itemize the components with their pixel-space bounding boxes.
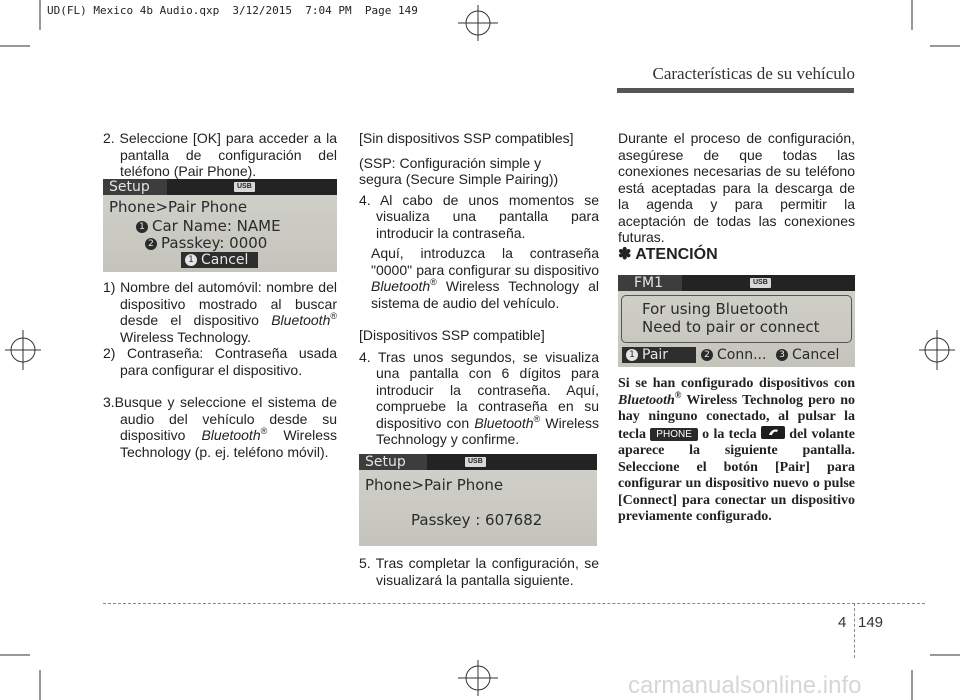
connect-screen	[618, 275, 855, 367]
pair-label: Pair	[642, 347, 669, 363]
cancel-label: Cancel	[201, 252, 249, 268]
registered-mark: ®	[330, 311, 338, 321]
number-1-icon: 1	[136, 221, 148, 233]
setup-tab: Setup	[109, 179, 150, 195]
cancel-label: Cancel	[792, 347, 840, 363]
bluetooth-brand: Bluetooth	[201, 427, 261, 443]
column-2	[359, 130, 599, 448]
pair-phone-screen	[103, 179, 337, 272]
number-2-icon: 2	[701, 349, 713, 361]
heading-no-ssp: [Sin dispositivos SSP compatibles]	[359, 130, 574, 146]
passkey-paragraph-tail: Wireless Technology al sistema de audio del vehículo.	[371, 278, 599, 311]
pair-button[interactable]	[622, 347, 696, 363]
car-name-text: Car Name: NAME	[152, 217, 281, 235]
registered-mark: ®	[674, 389, 682, 400]
cancel-button[interactable]	[776, 347, 839, 363]
heading-ssp: [Dispositivos SSP compatible]	[359, 327, 545, 343]
section-title: Características de su vehículo	[652, 64, 855, 83]
registered-mark: ®	[260, 426, 268, 436]
note-text-c: o la tecla	[702, 426, 757, 442]
step-3	[103, 394, 337, 460]
attention-heading: ✽ ATENCIÓN	[618, 246, 718, 263]
step-5: 5. Tras completar la configuración, se visualizará la pantalla siguiente.	[359, 555, 599, 588]
usb-icon: USB	[750, 278, 771, 288]
bluetooth-brand: Bluetooth	[474, 414, 534, 431]
number-1-icon: 1	[185, 254, 197, 266]
passkey-code: Passkey : 607682	[411, 511, 543, 529]
note-text-a: Si se han configurado dispositivos con	[618, 376, 855, 391]
column-1	[103, 130, 337, 180]
print-slug: UD(FL) Mexico 4b Audio.qxp 3/12/2015 7:04 PM Page 149	[47, 4, 418, 17]
usb-icon: USB	[465, 457, 486, 467]
passkey-line	[145, 234, 267, 252]
ssp-note: (SSP: Configuración simple y segura (Secure Simple Pairing))	[359, 154, 559, 187]
usb-icon: USB	[234, 182, 255, 192]
item-car-name-text: 1) Nombre del automóvil: nombre del dispositivo mostrado al buscar desde el dispositivo	[103, 279, 337, 328]
setup-tab: Setup	[365, 454, 406, 470]
screen-title: Phone>Pair Phone	[109, 198, 248, 216]
item-car-name-tail: Wireless Technology.	[120, 328, 251, 345]
step-4b-tail: Wireless Technology y confirme.	[376, 414, 600, 447]
footer-rule	[103, 603, 925, 604]
watermark: carmanualsonline.info	[628, 672, 862, 699]
column-1-lower	[103, 279, 337, 460]
bluetooth-brand: Bluetooth	[618, 392, 675, 408]
column-3	[618, 130, 855, 246]
message-line-1: For using Bluetooth	[642, 300, 789, 318]
footer-divider	[854, 603, 855, 658]
registered-mark: ®	[533, 413, 541, 424]
screen-title: Phone>Pair Phone	[365, 476, 504, 494]
item-passkey: 2) Contraseña: Contraseña usada para configurar el dispositivo.	[103, 345, 337, 378]
header-rule	[617, 88, 854, 93]
screen-top-bar	[359, 454, 597, 470]
passkey-paragraph-text: Aquí, introduzca la contraseña "0000" para configurar su dispositivo	[371, 245, 599, 278]
message-line-2: Need to pair or connect	[642, 318, 820, 336]
step-3-text: 3.Busque y seleccione el sistema de audio del vehículo desde su dispositivo	[103, 394, 337, 443]
number-1-icon: 1	[626, 349, 638, 361]
number-3-icon: 3	[776, 349, 788, 361]
passkey-screen	[359, 454, 597, 546]
fm1-tab: FM1	[634, 275, 664, 291]
config-paragraph: Durante el proceso de configuración, asegúrese de que todas las conexiones necesarias de su teléfono está aceptadas para la descarga de la agenda y para permitir la aceptación de todas las conexiones futuras.	[618, 130, 855, 245]
item-car-name	[103, 279, 337, 345]
registered-mark: ®	[430, 277, 437, 287]
cancel-button[interactable]	[181, 252, 258, 268]
screen-top-bar	[618, 275, 855, 291]
bluetooth-brand: Bluetooth	[271, 312, 331, 328]
passkey-text: Passkey: 0000	[161, 234, 268, 252]
chapter-number: 4	[838, 614, 847, 631]
steering-phone-icon	[761, 426, 785, 439]
step-4b	[359, 349, 599, 448]
note-text-b: Wireless Technolog pero no hay ninguno conectado, al pulsar la tecla	[618, 392, 856, 442]
attention-note	[618, 376, 855, 526]
car-name-line	[136, 217, 281, 235]
step-3-tail: Wireless Technology (p. ej. teléfono móvil).	[120, 427, 338, 460]
step-4a: 4. Al cabo de unos momentos se visualiza una pantalla para introducir la contraseña.	[359, 191, 599, 241]
connect-button[interactable]	[701, 347, 766, 363]
connect-label: Conn...	[717, 347, 767, 363]
note-text-d: del volante aparece la siguiente pantalla. Seleccione el botón [Pair] para configurar un dispositivo nuevo o pulse [Connect] para conectar un dispositivo previamente configurado.	[618, 426, 856, 524]
phone-key-icon: PHONE	[650, 428, 698, 441]
step-2: 2. Seleccione [OK] para acceder a la pantalla de configuración del teléfono (Pair Phone).	[103, 130, 337, 179]
screen-top-bar	[103, 179, 337, 195]
passkey-paragraph	[359, 245, 599, 311]
step-4b-text: 4. Tras unos segundos, se visualiza una pantalla con 6 dígitos para introducir la contraseña. Aquí, compruebe la contraseña en su dispositivo con	[359, 348, 599, 431]
bluetooth-brand: Bluetooth	[371, 278, 431, 294]
column-2-lower	[359, 555, 599, 588]
page-number: 149	[858, 614, 884, 631]
number-2-icon: 2	[145, 238, 157, 250]
